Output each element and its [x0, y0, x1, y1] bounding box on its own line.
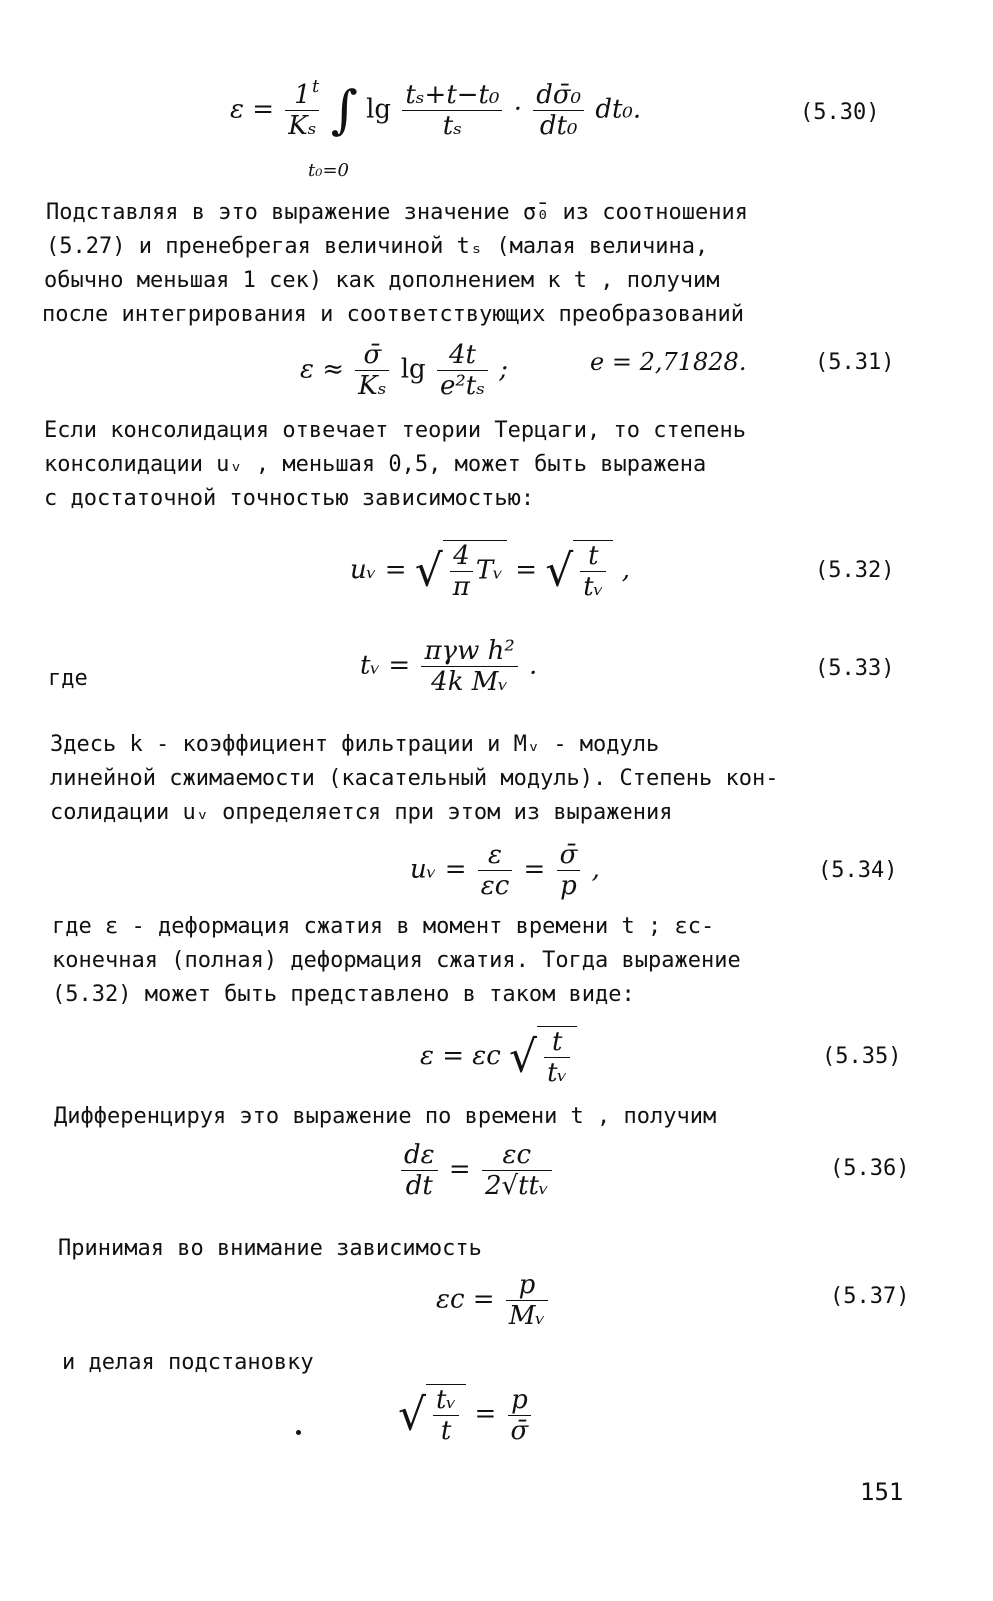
- text-line: солидации uᵥ определяется при этом из выражения: [50, 800, 673, 825]
- text-line: конечная (полная) деформация сжатия. Тогда выражение: [52, 948, 741, 973]
- equation-5-33: tᵥ = $\frac{\text{πγw h²}}{\text{4k Mᵥ}}$ .: [360, 636, 538, 697]
- text-line: линейной сжимаемости (касательный модуль). Степень кон-: [50, 766, 779, 791]
- text-line: (5.27) и пренебрегая величиной tₛ (малая величина,: [46, 234, 709, 259]
- fraction: $\frac{\sigmā}{\text{Kₛ}}$: [355, 340, 389, 401]
- eq-lhs: ε =: [230, 94, 275, 125]
- equation-number: (5.36): [830, 1156, 910, 1181]
- equation-number: (5.34): [818, 858, 898, 883]
- euler-constant: e = 2,71828.: [590, 348, 747, 376]
- text-line: и делая подстановку: [62, 1350, 314, 1375]
- equation-5-30: ε = $\frac{1}{\text{Kₛ}}$ ∫ lg $\frac{\text{tₛ+t−t₀}}{\text{tₛ}}$ · $\frac{\text{dσ̄₀}}{\text{dt₀}}$ dt₀.: [230, 80, 642, 141]
- integral-lower-limit: t₀=0: [308, 160, 349, 181]
- equation-5-34: uᵥ = $\frac{\varepsilon}{\varepsilon c}$ = $\frac{\sigmā}{p}$ ,: [410, 840, 600, 901]
- fraction: $\frac{1}{\text{Kₛ}}$: [285, 80, 319, 141]
- text-line: где ε - деформация сжатия в момент времени t ; εc-: [52, 914, 715, 939]
- eq-tail: dt₀.: [595, 94, 642, 125]
- equation-number: (5.35): [822, 1044, 902, 1069]
- equation-number: (5.31): [815, 350, 895, 375]
- fraction: $\frac{\text{dσ̄₀}}{\text{dt₀}}$: [533, 80, 584, 141]
- text-line: консолидации uᵥ , меньшая 0,5, может быть выражена: [44, 452, 707, 477]
- text-line: (5.32) может быть представлено в таком виде:: [52, 982, 635, 1007]
- equation-5-36: $\frac{d\varepsilon}{dt}$ = $\frac{\varepsilon c}{\text{2√ttᵥ}}$: [398, 1140, 555, 1201]
- text-line: Дифференцируя это выражение по времени t , получим: [54, 1104, 717, 1129]
- equation-number: (5.30): [800, 100, 880, 125]
- equation-substitution: √ $\frac{\text{tᵥ}}{t}$ = $\frac{p}{\sigmā}$: [398, 1384, 534, 1446]
- integral-upper-limit: t: [312, 76, 320, 97]
- fraction: $\frac{\text{tₛ+t−t₀}}{\text{tₛ}}$: [402, 80, 502, 141]
- text-line: Принимая во внимание зависимость: [58, 1236, 482, 1261]
- text-line: где: [48, 666, 88, 691]
- equation-5-31: ε ≈ $\frac{\sigmā}{\text{Kₛ}}$ lg $\frac{4t}{\text{e²tₛ}}$ ;: [300, 340, 509, 401]
- equation-number: (5.32): [815, 558, 895, 583]
- equation-number: (5.33): [815, 656, 895, 681]
- equation-5-37: εc = $\frac{p}{\text{Mᵥ}}$: [436, 1270, 551, 1331]
- text-line: обычно меньшая 1 сек) как дополнением к t , получим: [44, 268, 720, 293]
- equation-5-32: uᵥ = √ $\frac{4}{\pi}$ Tᵥ = √ $\frac{t}{\text{tᵥ}}$ ,: [350, 541, 630, 602]
- integral-sign: ∫: [330, 80, 358, 141]
- equation-number: (5.37): [830, 1284, 910, 1309]
- ink-dot: [296, 1430, 301, 1435]
- lg-symbol: lg: [366, 94, 392, 125]
- fraction: $\frac{4t}{\text{e²tₛ}}$: [437, 340, 488, 401]
- text-line: после интегрирования и соответствующих преобразований: [42, 302, 744, 327]
- text-line: Если консолидация отвечает теории Терцаги, то степень: [44, 418, 746, 443]
- text-line: Подставляя в это выражение значение σ̄₀ из соотношения: [46, 200, 748, 225]
- equation-5-35: ε = εc √ $\frac{t}{\text{tᵥ}}$: [420, 1026, 577, 1088]
- text-line: с достаточной точностью зависимостью:: [44, 486, 535, 511]
- text-line: Здесь k - коэффициент фильтрации и Mᵥ - модуль: [50, 732, 660, 757]
- page-number: 151: [860, 1478, 904, 1506]
